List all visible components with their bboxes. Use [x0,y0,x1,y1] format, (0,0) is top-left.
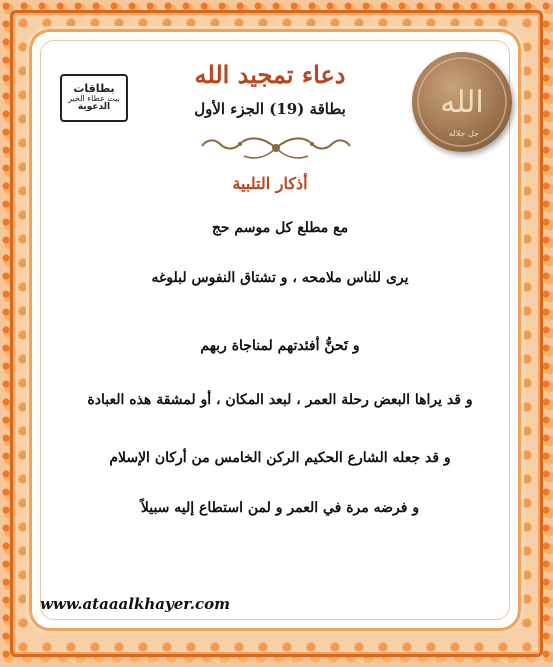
body-line-3: و تَحنُّ أفئدتهم لمناجاة ربهم [200,338,360,354]
seal-main-text: الله [440,85,484,120]
badge-line-2: بيت عطاء الخير [68,93,120,103]
badge-line-3: الدعوية [77,102,111,113]
publisher-badge [60,74,128,122]
seal-small-text: جل جلاله [449,129,479,138]
body-line-6: و فرضه مرة في العمر و لمن استطاع إليه سبيلاً [140,500,420,516]
card-subtitle: بطاقة (19) الجزء الأول [194,100,346,118]
section-heading: أذكار التلبية [232,174,308,193]
badge-line-1: بطاقات [73,82,115,96]
body-line-2: يرى للناس ملامحه ، و تشتاق النفوس لبلوغه [151,270,409,286]
body-line-1: مع مطلع كل موسم حج [211,220,349,236]
divider-ornament-icon [196,130,356,166]
page-title: دعاء تمجيد الله [194,60,346,89]
allah-seal-icon [412,52,512,152]
body-line-4: و قد يراها البعض رحلة العمر ، لبعد المكان ، أو لمشقة هذه العبادة [87,392,473,408]
body-line-5: و قد جعله الشارع الحكيم الركن الخامس من أركان الإسلام [109,450,451,466]
website-link[interactable]: www.ataaalkhayer.com [40,595,230,613]
